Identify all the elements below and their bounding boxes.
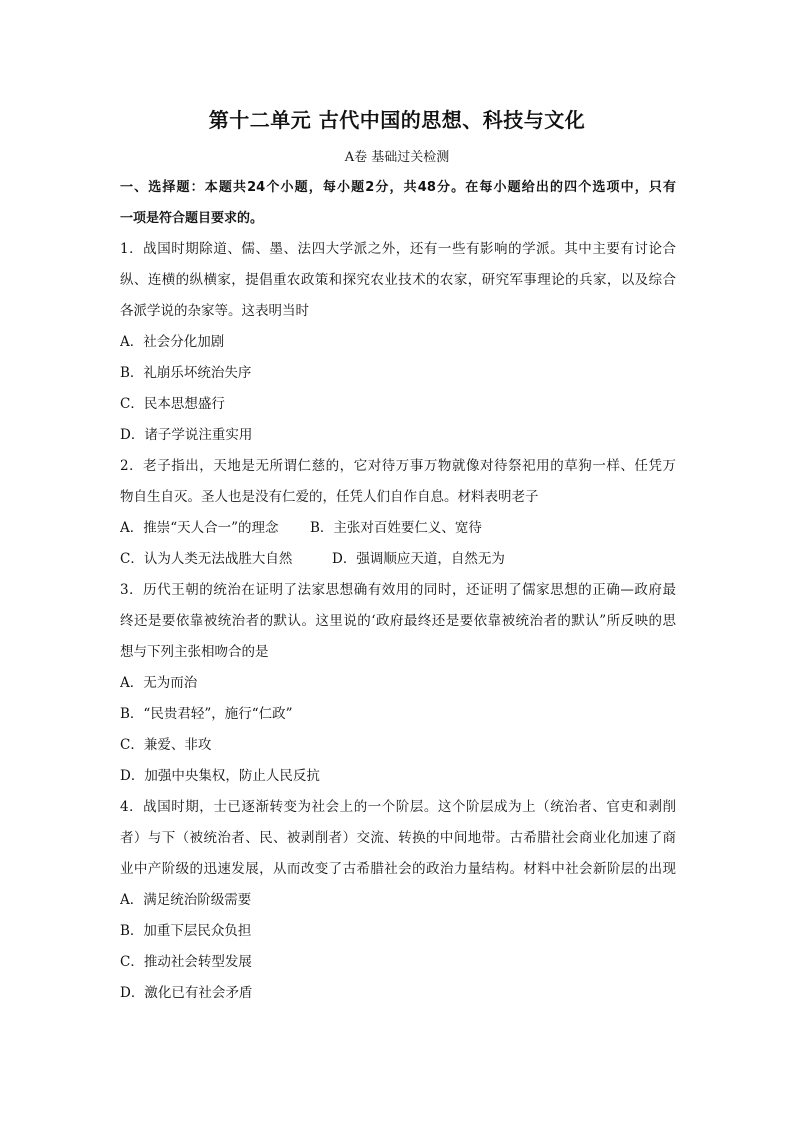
question-2-stem-line: 物自生自灭。圣人也是没有仁爱的，任凭人们自作自息。材料表明老子 — [120, 489, 539, 505]
question-2-stem-line: 2．老子指出，天地是无所谓仁慈的，它对待万事万物就像对待祭祀用的草狗一样、任凭万 — [120, 458, 676, 474]
question-4-option-d: D．激化已有社会矛盾 — [120, 985, 253, 1001]
question-3-option-b: B．“民贵君轻”，施行“仁政” — [120, 706, 293, 722]
question-2-option-c: C．认为人类无法战胜大自然 — [120, 551, 293, 567]
question-2-option-a: A．推崇“天人合一”的理念 — [120, 520, 279, 536]
question-1-option-d: D．诸子学说注重实用 — [120, 427, 253, 443]
question-3-stem-line: 3．历代王朝的统治在证明了法家思想确有效用的同时，还证明了儒家思想的正确—政府最 — [120, 582, 676, 598]
question-2-option-d: D．强调顺应天道，自然无为 — [332, 551, 505, 567]
question-2-options-row — [120, 513, 676, 544]
section-instructions-line: 一项是符合题目要求的。 — [120, 211, 264, 226]
question-4-stem-line: 业中产阶级的迅速发展，从而改变了古希腊社会的政治力量结构。材料中社会新阶层的出现 — [120, 861, 676, 877]
question-1-option-a: A．社会分化加剧 — [120, 334, 225, 350]
page-subtitle: A卷 基础过关检测 — [344, 150, 450, 165]
question-1-stem-line: 1．战国时期除道、儒、墨、法四大学派之外，还有一些有影响的学派。其中主要有讨论合 — [120, 241, 676, 257]
question-3-stem-line: 想与下列主张相吻合的是 — [120, 644, 269, 660]
question-1-option-b: B．礼崩乐坏统治失序 — [120, 365, 252, 381]
question-1-stem-line: 纵、连横的纵横家，提倡重农政策和探究农业技术的农家，研究军事理论的兵家，以及综合 — [120, 272, 676, 288]
question-4-option-a: A．满足统治阶级需要 — [120, 892, 252, 908]
question-3-option-d: D．加强中央集权，防止人民反抗 — [120, 768, 320, 784]
question-3-stem-line: 终还是要依靠被统治者的默认。这里说的‘政府最终还是要依靠被统治者的默认”所反映的思 — [120, 613, 676, 629]
question-4-option-b: B．加重下层民众负担 — [120, 923, 252, 939]
page-title: 第十二单元 古代中国的思想、科技与文化 — [208, 108, 586, 132]
question-2-options-row — [120, 544, 676, 575]
question-3 — [120, 575, 676, 792]
section-instructions-line: 一、选择题：本题共24个小题，每小题2分，共48分。在每小题给出的四个选项中，只有 — [120, 180, 676, 195]
question-3-option-c: C．兼爱、非攻 — [120, 737, 212, 753]
question-1-stem-line: 各派学说的杂家等。这表明当时 — [120, 303, 309, 319]
question-4-stem-line: 者）与下（被统治者、民、被剥削者）交流、转换的中间地带。古希腊社会商业化加速了商 — [120, 830, 676, 846]
question-2 — [120, 451, 676, 575]
question-2-option-b: B．主张对百姓要仁义、宽待 — [310, 520, 482, 536]
question-1 — [120, 234, 676, 451]
question-1-option-c: C．民本思想盛行 — [120, 396, 225, 412]
question-4-option-c: C．推动社会转型发展 — [120, 954, 252, 970]
exam-content — [120, 172, 676, 1009]
question-4 — [120, 792, 676, 1009]
question-3-option-a: A．无为而治 — [120, 675, 198, 691]
question-4-stem-line: 4．战国时期，士已逐渐转变为社会上的一个阶层。这个阶层成为上（统治者、官吏和剥削 — [120, 799, 676, 815]
section-instructions — [120, 172, 676, 234]
